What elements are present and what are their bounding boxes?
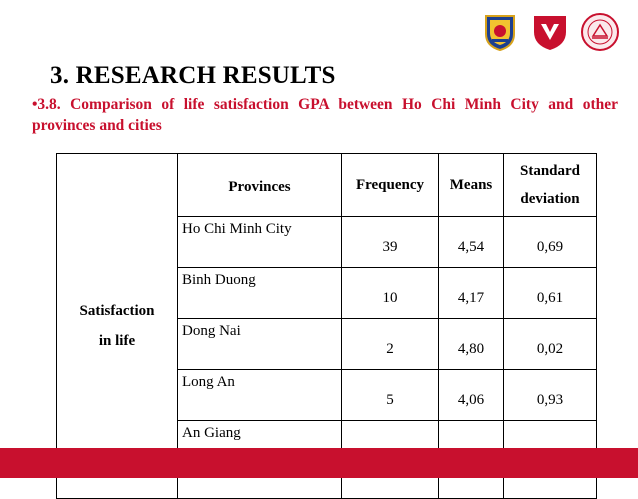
header-frequency: Frequency [342, 154, 439, 217]
header-standard-deviation [504, 154, 597, 217]
cell-means: 4,54 [439, 217, 504, 268]
cell-frequency: 5 [342, 370, 439, 421]
row-group-label-line: Satisfaction [79, 303, 155, 319]
cell-province: An Giang [178, 421, 342, 499]
header-provinces: Provinces [178, 154, 342, 217]
cell-frequency: 2 [342, 319, 439, 370]
cell-sd: 0,93 [504, 370, 597, 421]
table-header-row [57, 154, 597, 217]
cell-province: Long An [178, 370, 342, 421]
header-sd-line: deviation [520, 191, 580, 207]
cell-province: Binh Duong [178, 268, 342, 319]
logo-group [480, 12, 620, 52]
v-shield-logo-icon [530, 12, 570, 52]
slide-subtitle: •3.8. Comparison of life satisfaction GPA between Ho Chi Minh City and other provinces and cities [32, 96, 618, 134]
cell-frequency: 10 [342, 268, 439, 319]
crest-logo-icon [480, 12, 520, 52]
row-group-header [57, 154, 178, 499]
cell-province: Dong Nai [178, 319, 342, 370]
slide-title: 3. RESEARCH RESULTS [50, 62, 336, 89]
cell-means: 4,80 [439, 319, 504, 370]
cell-sd: 0,02 [504, 319, 597, 370]
cell-sd: 0,61 [504, 268, 597, 319]
cell-province: Ho Chi Minh City [178, 217, 342, 268]
row-group-label-line: in life [98, 333, 136, 349]
header-means: Means [439, 154, 504, 217]
cell-frequency: 39 [342, 217, 439, 268]
cell-means: 4,17 [439, 268, 504, 319]
cell-sd: 0,69 [504, 217, 597, 268]
header-sd-line: Standard [519, 163, 581, 179]
cell-means: 4,06 [439, 370, 504, 421]
round-seal-logo-icon [580, 12, 620, 52]
footer-bar [0, 448, 638, 478]
